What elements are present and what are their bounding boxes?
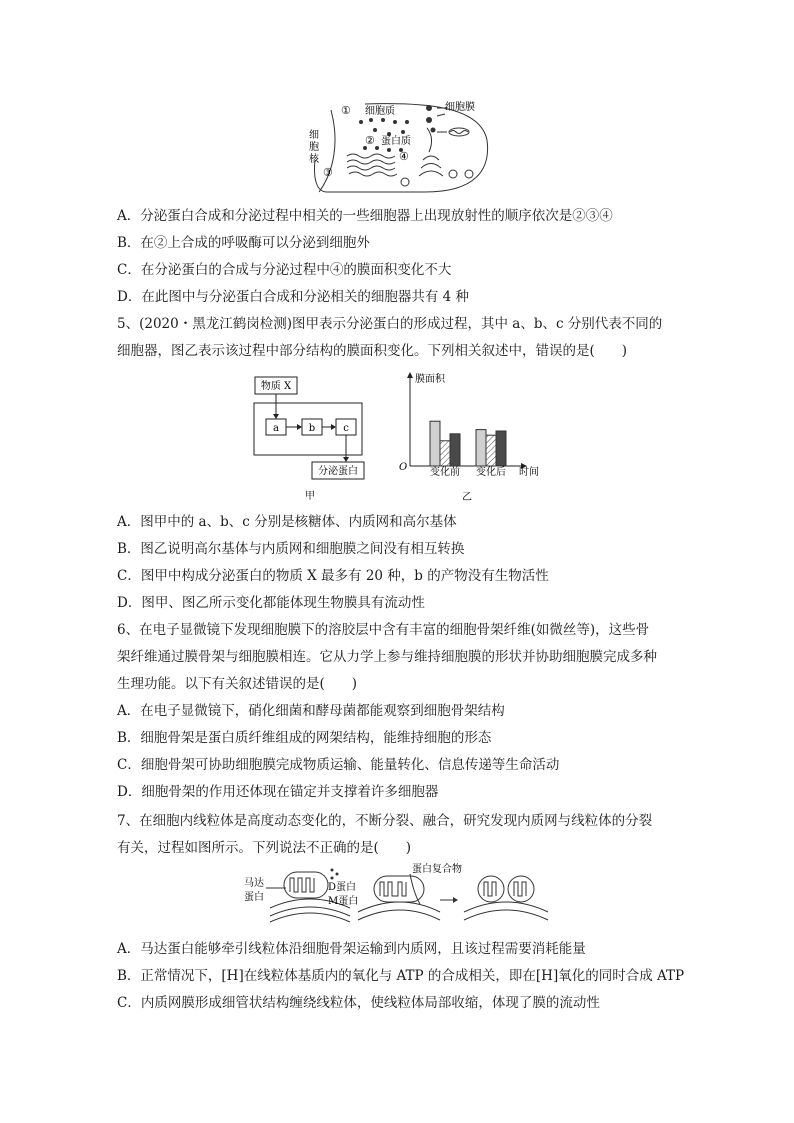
organelle-b-label: b (308, 423, 316, 434)
q7-option-b: B．正常情况下，[H]在线粒体基质内的氧化与 ATP 的合成相关，即在[H]氧化的同时合成 ATP (117, 968, 685, 984)
q4-option-c: C．在分泌蛋白的合成与分泌过程中④的膜面积变化不大 (117, 262, 452, 278)
q7-option-c: C．内质网膜形成细管状结构缠绕线粒体，使线粒体局部收缩，体现了膜的流动性 (117, 995, 600, 1011)
q5-option-b: B．图乙说明高尔基体与内质网和细胞膜之间没有相互转换 (117, 541, 465, 557)
organelle-a-label: a (273, 423, 279, 434)
mitochondria-division-diagram (240, 862, 560, 926)
label-n1: ① (341, 104, 351, 117)
secretory-protein-label: 分泌蛋白 (318, 466, 358, 477)
q6-stem-line-3: 生理功能。以下有关叙述错误的是( ) (117, 676, 358, 692)
q5-option-c: C．图甲中构成分泌蛋白的物质 X 最多有 20 种，b 的产物没有生物活性 (117, 568, 549, 584)
label-nucleus-3: 核 (309, 154, 319, 165)
bar-0-2 (450, 434, 460, 466)
bar-0-1 (440, 441, 450, 466)
q6-stem-line-1: 6、在电子显微镜下发现细胞膜下的溶胶层中含有丰富的细胞骨架纤维(如微丝等)，这些骨 (117, 622, 650, 638)
label-protein-complex: 蛋白复合物 (412, 864, 462, 875)
label-n2: ② (365, 134, 375, 147)
figure-jia-caption: 甲 (305, 491, 315, 502)
figure-yi-bar-chart (395, 370, 555, 505)
label-cell-membrane: 细胞膜 (445, 102, 475, 113)
q4-option-a: A．分泌蛋白合成和分泌过程中相关的一些细胞器上出现放射性的顺序依次是②③④ (117, 208, 613, 224)
q6-option-c: C．细胞骨架可协助细胞膜完成物质运输、能量转化、信息传递等生命活动 (117, 757, 560, 773)
bar-0-0 (430, 421, 440, 466)
q4-option-b: B．在②上合成的呼吸酶可以分泌到细胞外 (117, 235, 370, 251)
label-nucleus-2: 胞 (309, 142, 319, 153)
substance-x-label: 物质 X (260, 381, 292, 392)
secretion-pathway-diagram (305, 100, 505, 196)
label-cytoplasm: 细胞质 (365, 106, 395, 117)
category-label-1: 变化后 (476, 467, 506, 478)
label-d-protein: D蛋白 (328, 882, 357, 893)
q5-option-d: D．图甲、图乙所示变化都能体现生物膜具有流动性 (117, 595, 425, 611)
q7-stem-line-1: 7、在细胞内线粒体是高度动态变化的，不断分裂、融合，研究发现内质网与线粒体的分裂 (117, 813, 653, 829)
q6-option-b: B．细胞骨架是蛋白质纤维组成的网架结构，能维持细胞的形态 (117, 730, 492, 746)
q7-stem-line-2: 有关，过程如图所示。下列说法不正确的是( ) (117, 840, 412, 856)
q4-option-d: D．在此图中与分泌蛋白合成和分泌相关的细胞器共有 4 种 (117, 289, 469, 305)
q5-stem-line-2: 细胞器，图乙表示该过程中部分结构的膜面积变化。下列相关叙述中，错误的是( ) (117, 343, 628, 359)
bar-1-2 (496, 431, 506, 466)
q6-option-d: D．细胞骨架的作用还体现在锚定并支撑着许多细胞器 (117, 784, 439, 800)
label-nucleus-1: 细 (309, 130, 319, 141)
y-axis-label: 膜面积 (415, 374, 445, 385)
label-motor-protein-1: 马达 (244, 878, 264, 889)
bar-1-0 (476, 430, 486, 466)
q7-option-a: A．马达蛋白能够牵引线粒体沿细胞骨架运输到内质网，且该过程需要消耗能量 (117, 941, 586, 957)
q5-option-a: A．图甲中的 a、b、c 分别是核糖体、内质网和高尔基体 (117, 514, 457, 530)
label-m-protein: M蛋白 (328, 896, 359, 907)
q6-stem-line-2: 架纤维通过膜骨架与细胞膜相连。它从力学上参与维持细胞膜的形状并协助细胞膜完成多种 (117, 649, 657, 665)
category-label-0: 变化前 (430, 467, 460, 478)
q5-stem-line-1: 5、(2020・黑龙江鹤岗检测)图甲表示分泌蛋白的形成过程，其中 a、b、c 分别代表不同的 (117, 316, 663, 332)
label-n4: ④ (399, 150, 409, 163)
figure-yi-caption: 乙 (462, 492, 472, 503)
x-axis-label: 时间 (519, 467, 539, 478)
q6-option-a: A．在电子显微镜下，硝化细菌和酵母菌都能观察到细胞骨架结构 (117, 703, 505, 719)
origin-label: O (399, 462, 408, 473)
organelle-c-label: c (343, 423, 349, 434)
bar-1-1 (486, 435, 496, 466)
figure-jia-flowchart (250, 373, 370, 503)
label-n3: ③ (323, 166, 333, 179)
label-protein: 蛋白质 (381, 136, 411, 147)
label-motor-protein-2: 蛋白 (244, 892, 264, 903)
